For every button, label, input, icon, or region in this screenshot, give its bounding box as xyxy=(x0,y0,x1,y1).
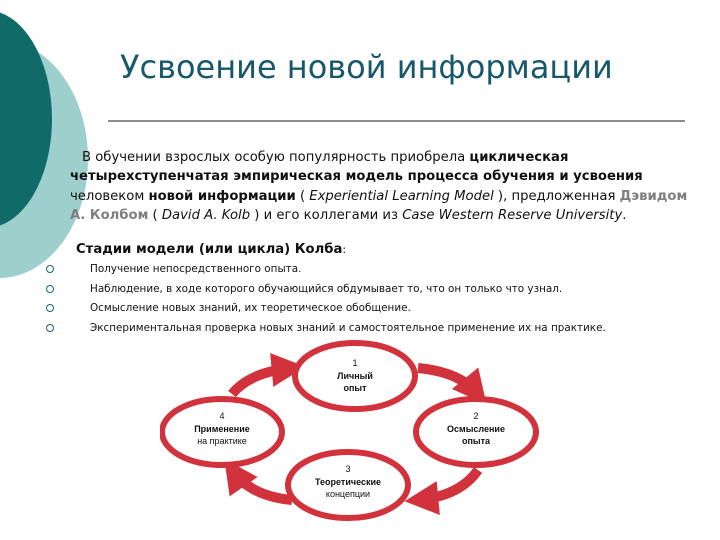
node-number: 1 xyxy=(352,358,358,368)
node-label-line1: Личный xyxy=(337,371,373,381)
cycle-node-4 xyxy=(162,399,282,465)
intro-text-7: . xyxy=(622,208,627,224)
intro-university-name: Case Western Reserve University xyxy=(402,208,623,224)
intro-english-model-name: Experiential Learning Model xyxy=(309,188,494,204)
node-label-line2: концепции xyxy=(325,489,371,499)
circle-bullet-icon xyxy=(46,285,54,293)
node-number: 2 xyxy=(473,411,479,421)
stage-list-item xyxy=(44,282,704,302)
stages-heading-colon: : xyxy=(342,243,347,256)
stage-text: Наблюдение, в ходе которого обучающийся обдумывает то, что он только что узнал. xyxy=(90,282,563,295)
node-label-line1: Применение xyxy=(194,424,250,434)
intro-text-5: ( xyxy=(148,208,162,224)
node-label-line2: опыта xyxy=(461,436,491,446)
intro-new-information: новой информации xyxy=(148,188,296,204)
stages-heading xyxy=(76,242,346,257)
kolb-cycle-diagram xyxy=(160,336,550,536)
node-label-line2: опыт xyxy=(343,383,367,393)
cycle-node-1 xyxy=(295,343,415,409)
intro-english-author-name: David A. Kolb xyxy=(161,208,251,224)
arrow-1-to-2 xyxy=(418,368,478,394)
intro-paragraph xyxy=(70,148,695,226)
node-label-line1: Осмысление xyxy=(447,424,505,434)
intro-text-3: ( xyxy=(295,188,310,204)
intro-text-1: В обучении взрослых особую популярность приобрела xyxy=(82,150,470,165)
stage-list-item xyxy=(44,301,704,321)
intro-text-6: ) и его коллегами из xyxy=(250,208,403,224)
node-label-line1: Теоретические xyxy=(314,477,382,487)
circle-bullet-icon xyxy=(46,324,54,332)
arrow-4-to-1 xyxy=(232,368,292,394)
stage-list-item xyxy=(44,262,704,282)
intro-text-4: ), предложенная xyxy=(493,188,620,204)
intro-text-2: человеком xyxy=(70,188,149,204)
circle-bullet-icon xyxy=(46,304,54,312)
cycle-node-3 xyxy=(288,452,408,518)
title-divider xyxy=(108,120,685,122)
arrow-2-to-3 xyxy=(418,470,478,500)
stage-text: Осмысление новых знаний, их теоретическое обобщение. xyxy=(90,302,411,314)
node-label-line2: на практике xyxy=(197,436,247,446)
stage-text: Экспериментальная проверка новых знаний и самостоятельное применение их на практике. xyxy=(90,321,606,334)
intro-author-name: Дэвидом А. Колбом xyxy=(70,188,688,224)
circle-bullet-icon xyxy=(46,265,54,273)
stage-text: Получение непосредственного опыта. xyxy=(90,263,302,275)
slide-title: Усвоение новой информации xyxy=(120,48,613,86)
intro-model-name: циклическая четырехступенчатая эмпирическая модель процесса обучения и усвоения xyxy=(70,150,643,185)
node-number: 4 xyxy=(219,411,225,421)
stages-heading-text: Стадии модели (или цикла) Колба xyxy=(76,242,343,257)
stages-list xyxy=(44,262,704,340)
node-number: 3 xyxy=(345,464,351,474)
arrow-3-to-4 xyxy=(232,470,292,500)
cycle-node-2 xyxy=(416,399,536,465)
